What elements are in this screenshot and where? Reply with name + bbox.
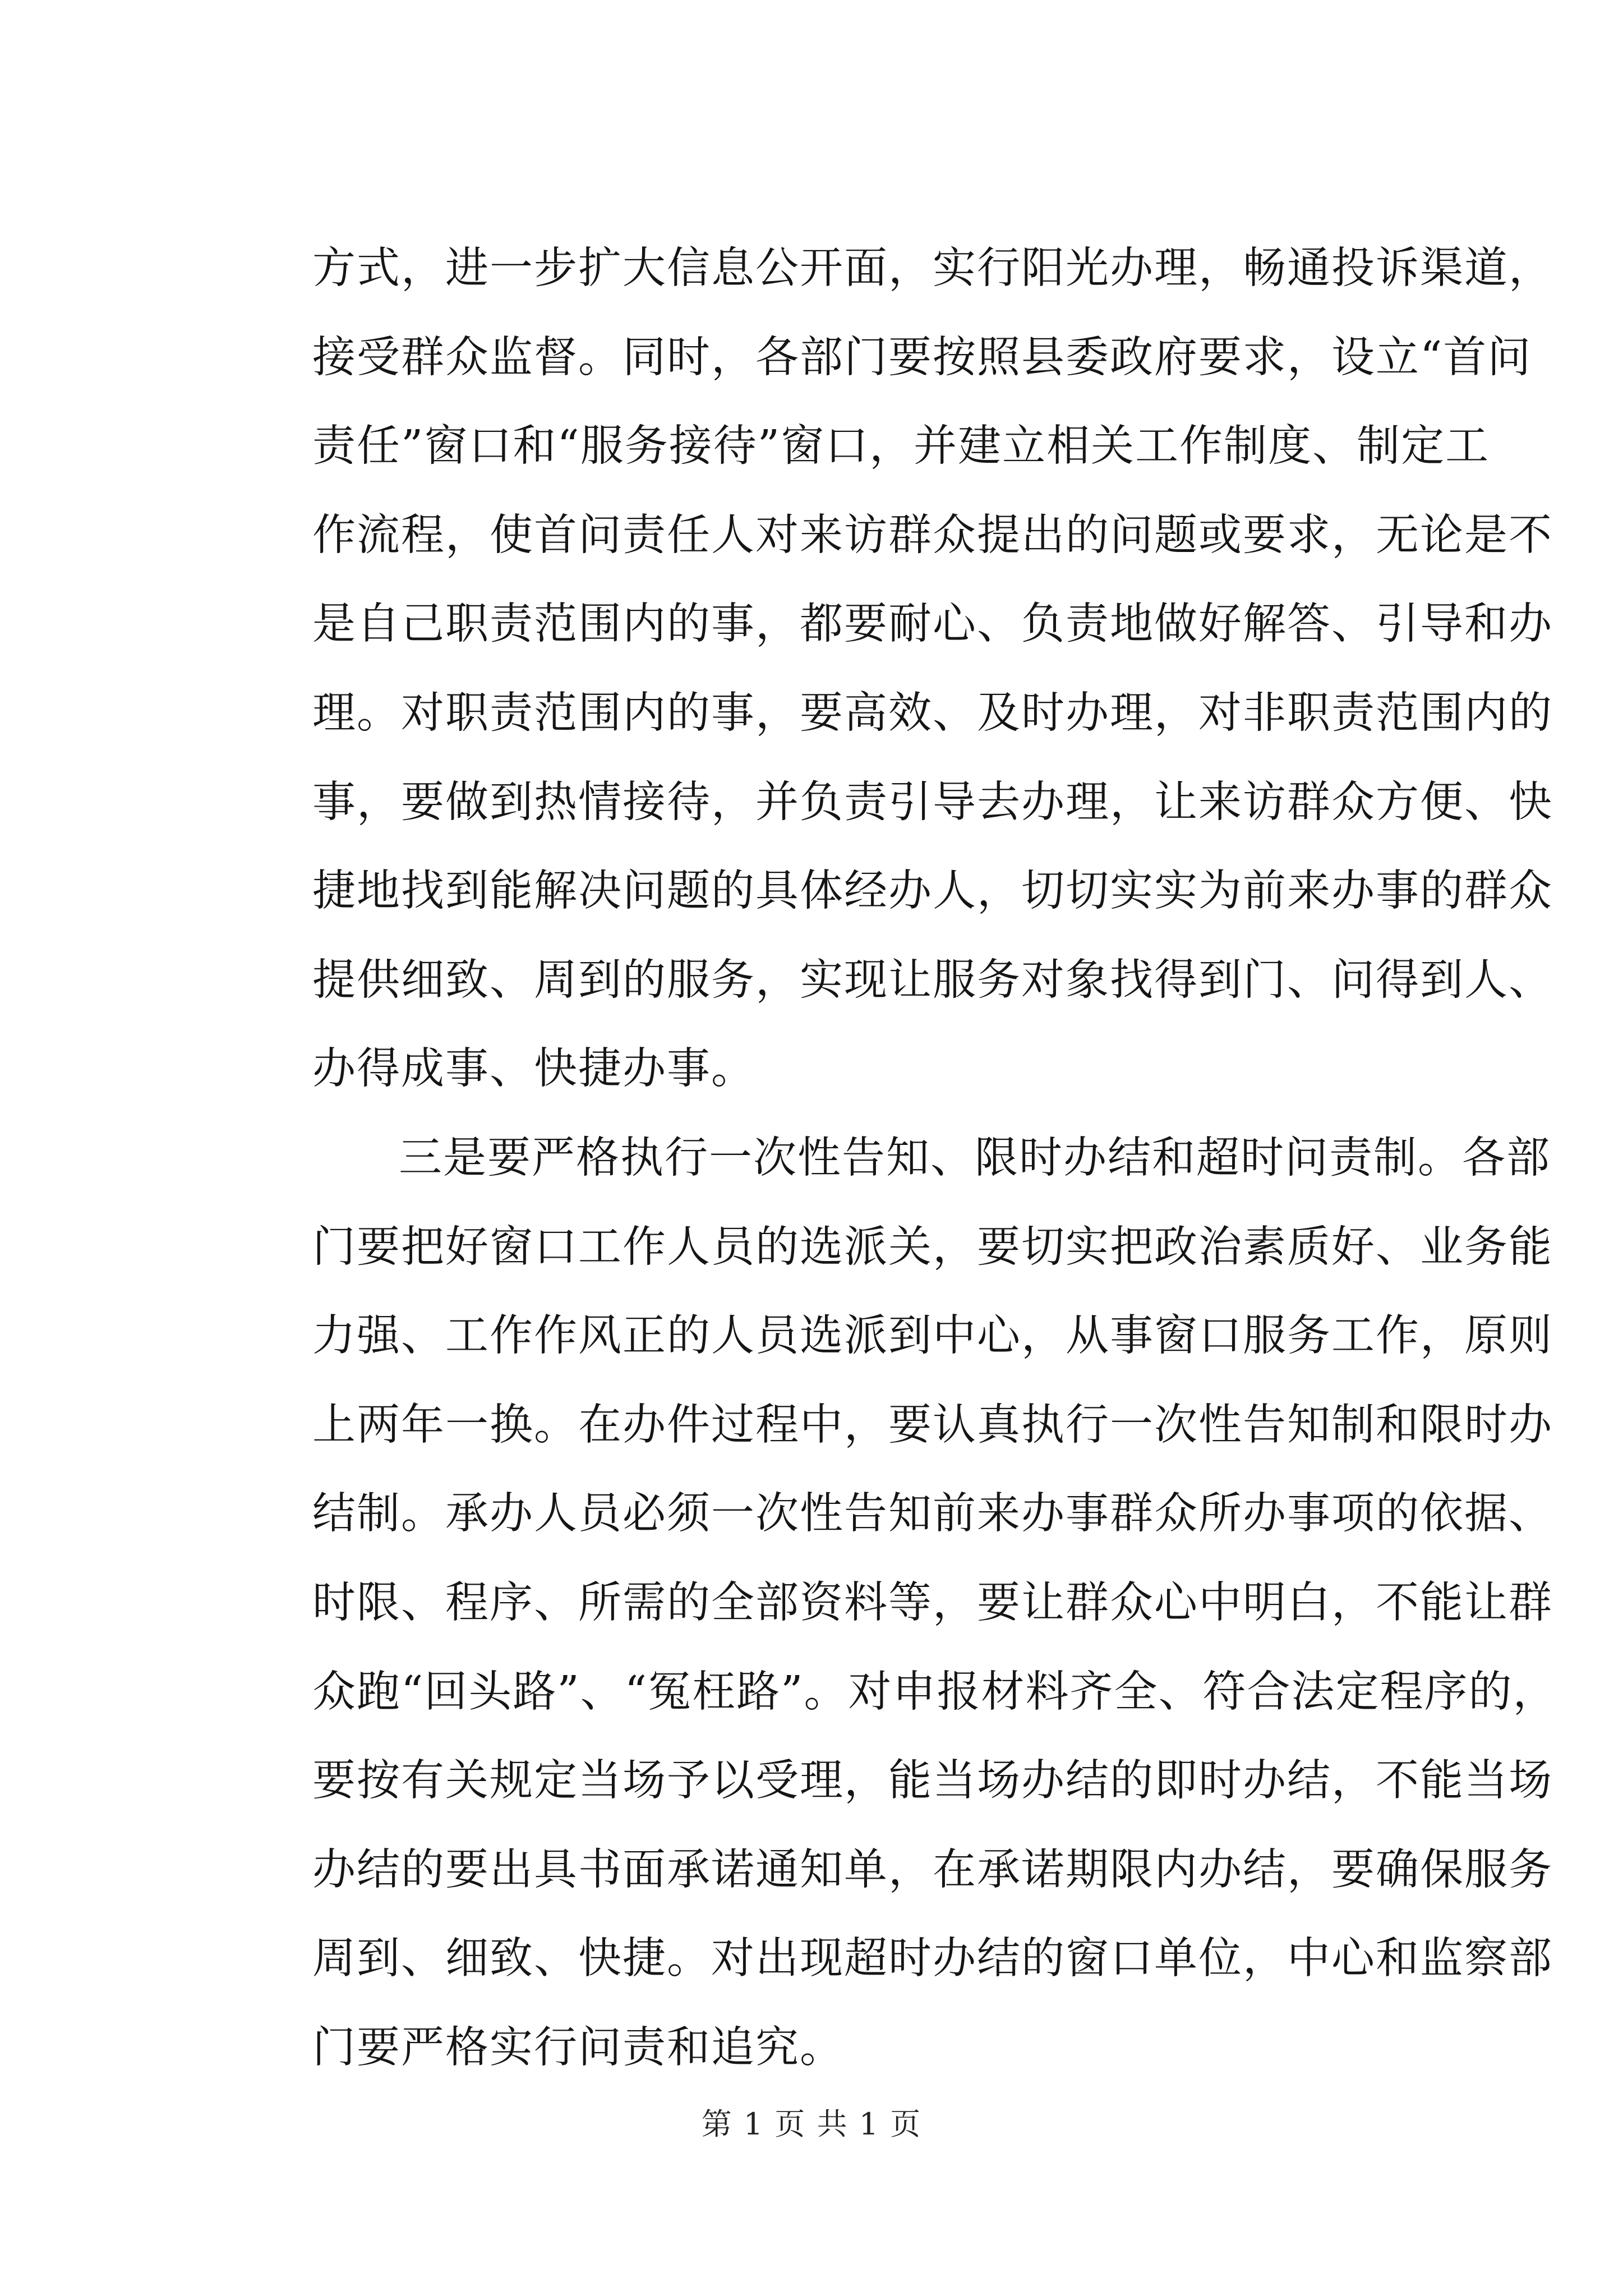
text-line: 捷地找到能解决问题的具体经办人，切切实实为前来办事的群众: [312, 866, 1553, 917]
text-line: 门要把好窗口工作人员的选派关，要切实把政治素质好、业务能: [312, 1222, 1553, 1272]
paragraph-first-line: 三是要严格执行一次性告知、限时办结和超时问责制。各部: [399, 1133, 1551, 1183]
text-line: 时限、程序、所需的全部资料等，要让群众心中明白，不能让群: [312, 1577, 1553, 1628]
page-footer: 第 1 页 共 1 页: [701, 2106, 922, 2142]
text-line: 是自己职责范围内的事，都要耐心、负责地做好解答、引导和办: [312, 599, 1553, 650]
text-line: 门要严格实行问责和追究。: [312, 2022, 844, 2073]
text-line: 办得成事、快捷办事。: [312, 1044, 755, 1094]
text-line: 提供细致、周到的服务，实现让服务对象找得到门、问得到人、: [312, 955, 1553, 1005]
text-line: 责任”窗口和“服务接待”窗口，并建立相关工作制度、制定工: [312, 421, 1490, 472]
text-line: 作流程，使首问责任人对来访群众提出的问题或要求，无论是不: [312, 510, 1553, 560]
text-line: 力强、工作作风正的人员选派到中心，从事窗口服务工作，原则: [312, 1311, 1553, 1361]
text-line: 结制。承办人员必须一次性告知前来办事群众所办事项的依据、: [312, 1489, 1553, 1539]
text-line: 众跑“回头路”、“冤枉路”。对申报材料齐全、符合法定程序的，: [312, 1667, 1557, 1717]
text-line: 理。对职责范围内的事，要高效、及时办理，对非职责范围内的: [312, 688, 1553, 738]
text-line: 接受群众监督。同时，各部门要按照县委政府要求，设立“首问: [312, 332, 1532, 383]
text-line: 事，要做到热情接待，并负责引导去办理，让来访群众方便、快: [312, 777, 1553, 827]
document-body: [312, 224, 1557, 2092]
text-line: 方式，进一步扩大信息公开面，实行阳光办理，畅通投诉渠道，: [312, 243, 1553, 293]
text-line: 上两年一换。在办件过程中，要认真执行一次性告知制和限时办: [312, 1400, 1553, 1450]
text-line: 办结的要出具书面承诺通知单，在承诺期限内办结，要确保服务: [312, 1844, 1553, 1895]
text-line: 周到、细致、快捷。对出现超时办结的窗口单位，中心和监察部: [312, 1934, 1553, 1984]
text-line: 要按有关规定当场予以受理，能当场办结的即时办结，不能当场: [312, 1756, 1553, 1806]
